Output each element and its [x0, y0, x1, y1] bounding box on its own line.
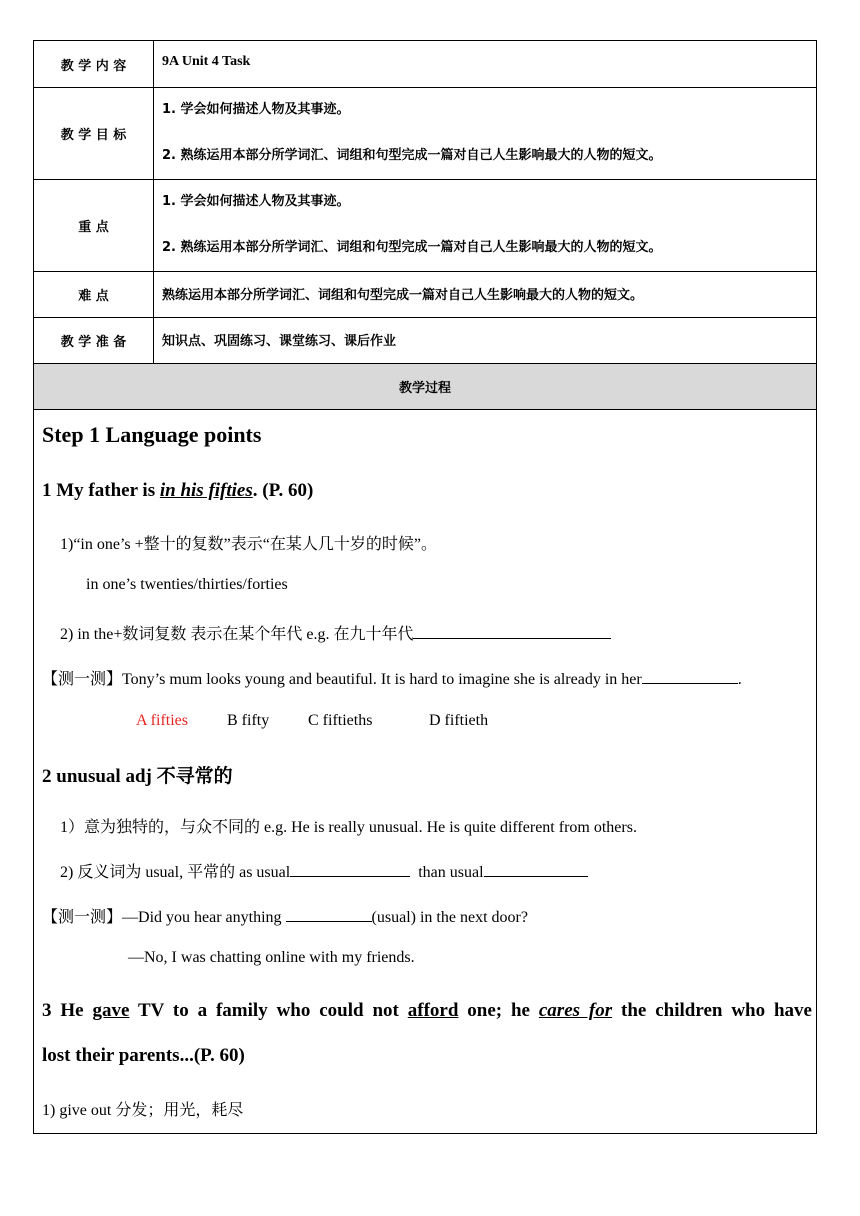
answer-blank	[290, 862, 410, 877]
point2-item2: 2) 反义词为 usual, 平常的 as usual than usual	[60, 859, 588, 882]
objective-1: 1. 学会如何描述人物及其事迹。	[162, 102, 350, 117]
point2-test: 【测一测】—Did you hear anything (usual) in the next door?	[42, 909, 528, 926]
point3-heading-line1: 3 He gave TV to a family who could not afford one; he cares for the children who have	[42, 1000, 812, 1021]
point1-item1: 1)“in one’s +整十的复数”表示“在某人几十岁的时候”。	[60, 536, 437, 553]
point1-test: 【测一测】Tony’s mum looks young and beautiful. It is hard to imagine she is already in her .	[42, 671, 742, 688]
row-label: 教 学 准 备	[34, 318, 154, 363]
step-title: Step 1 Language points	[42, 422, 262, 447]
row-preparation	[34, 318, 816, 364]
row-label: 教 学 内 容	[34, 41, 154, 87]
row-key-points	[34, 180, 816, 272]
row-label: 难 点	[34, 272, 154, 317]
process-header: 教学过程	[398, 381, 451, 396]
process-header-row	[34, 364, 816, 410]
key-point-2: 2. 熟练运用本部分所学词汇、词组和句型完成一篇对自己人生影响最大的人物的短文。	[162, 240, 662, 255]
row-difficulties	[34, 272, 816, 318]
answer-blank	[286, 907, 372, 922]
answer-blank	[642, 669, 738, 684]
preparation-text: 知识点、巩固练习、课堂练习、课后作业	[162, 334, 397, 349]
option-c: C fiftieths	[308, 712, 373, 729]
teaching-process	[34, 410, 816, 1133]
option-b: B fifty	[227, 712, 270, 729]
row-label: 教 学 目 标	[34, 88, 154, 179]
option-a: A fifties	[136, 712, 188, 729]
lesson-plan-table	[33, 40, 817, 1134]
option-d: D fiftieth	[429, 712, 489, 729]
point2-item1: 1）意为独特的，与众不同的 e.g. He is really unusual. He is quite different from others.	[60, 819, 637, 836]
point3-item1: 1) give out 分发；用光，耗尽	[42, 1102, 244, 1119]
answer-blank	[413, 624, 611, 639]
lesson-title: 9A Unit 4 Task	[162, 54, 251, 69]
row-content	[34, 41, 816, 88]
point2-heading: 2 unusual adj 不寻常的	[42, 766, 233, 787]
point1-item1-example: in one’s twenties/thirties/forties	[86, 576, 288, 593]
point2-answer: —No, I was chatting online with my friends.	[128, 949, 415, 966]
difficulty-text: 熟练运用本部分所学词汇、词组和句型完成一篇对自己人生影响最大的人物的短文。	[162, 288, 644, 303]
phrase-highlight: in his fifties	[159, 480, 253, 501]
objective-2: 2. 熟练运用本部分所学词汇、词组和句型完成一篇对自己人生影响最大的人物的短文。	[162, 148, 662, 163]
row-label: 重 点	[34, 180, 154, 271]
answer-blank	[484, 862, 588, 877]
point3-heading-line2: lost their parents...(P. 60)	[42, 1045, 245, 1066]
key-point-1: 1. 学会如何描述人物及其事迹。	[162, 194, 350, 209]
point1-item2: 2) in the+数词复数 表示在某个年代 e.g. 在九十年代	[60, 621, 611, 644]
point1-heading: 1 My father is in his fifties. (P. 60)	[42, 480, 314, 501]
row-objectives	[34, 88, 816, 180]
